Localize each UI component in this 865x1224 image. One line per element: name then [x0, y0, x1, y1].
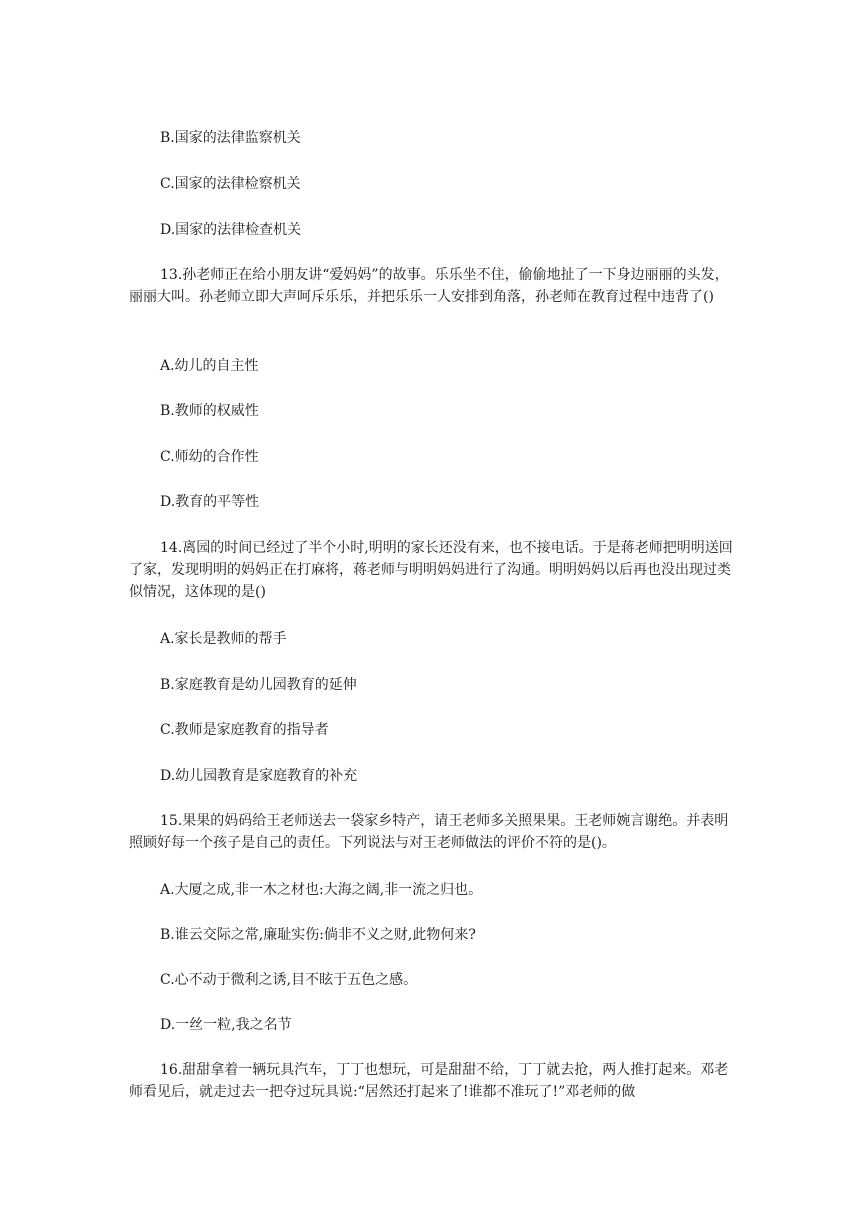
- q13-option-d: D.教育的平等性: [160, 494, 260, 510]
- q15-stem: 15.果果的妈码给王老师送去一袋家乡特产，请王老师多关照果果。王老师婉言谢绝。并表明照顾好每一个孩子是自己的责任。下列说法与对王老师做法的评价不符的是()。: [129, 813, 729, 851]
- q12-option-b: B.国家的法律监察机关: [160, 130, 301, 146]
- q16-stem: 16.甜甜拿着一辆玩具汽车，丁丁也想玩，可是甜甜不给，丁丁就去抢，两人推打起来。邓老师看见后，就走过去一把夺过玩具说:“居然还打起来了!谁都不准玩了!”邓老师的做: [129, 1062, 729, 1100]
- q14-option-a: A.家长是教师的帮手: [160, 631, 287, 647]
- q13-stem: 13.孙老师正在给小朋友讲“爱妈妈”的故事。乐乐坐不住，偷偷地扯了一下身边丽丽的头发，丽丽大叫。孙老师立即大声呵斥乐乐，并把乐乐一人安排到角落，孙老师在教育过程中违背了(): [129, 267, 729, 305]
- q15-option-a: A.大厦之成,非一木之材也:大海之阔,非一流之归也。: [160, 882, 483, 898]
- q13-option-b: B.教师的权威性: [160, 403, 259, 419]
- q12-option-c: C.国家的法律检察机关: [160, 176, 301, 192]
- q14-option-c: C.教师是家庭教育的指导者: [160, 722, 329, 738]
- q15-option-b: B.谁云交际之常,廉耻实伤:倘非不义之财,此物何来?: [160, 927, 476, 943]
- q15-option-d: D.一丝一粒,我之名节: [160, 1017, 292, 1033]
- q15-option-c: C.心不动于微利之诱,目不眩于五色之感。: [160, 972, 418, 988]
- q13-option-a: A.幼儿的自主性: [160, 358, 259, 374]
- q14-stem: 14.离园的时间已经过了半个小时,明明的家长还没有来，也不接电话。于是蒋老师把明明送回了家，发现明明的妈妈正在打麻将，蒋老师与明明妈妈进行了沟通。明明妈妈以后再也没出现过类似情况，这体现的是(): [129, 540, 733, 600]
- q14-option-d: D.幼儿园教育是家庭教育的补充: [160, 768, 358, 784]
- q14-option-b: B.家庭教育是幼儿园教育的延伸: [160, 677, 357, 693]
- q13-option-c: C.师幼的合作性: [160, 449, 259, 465]
- q12-option-d: D.国家的法律检查机关: [160, 222, 302, 238]
